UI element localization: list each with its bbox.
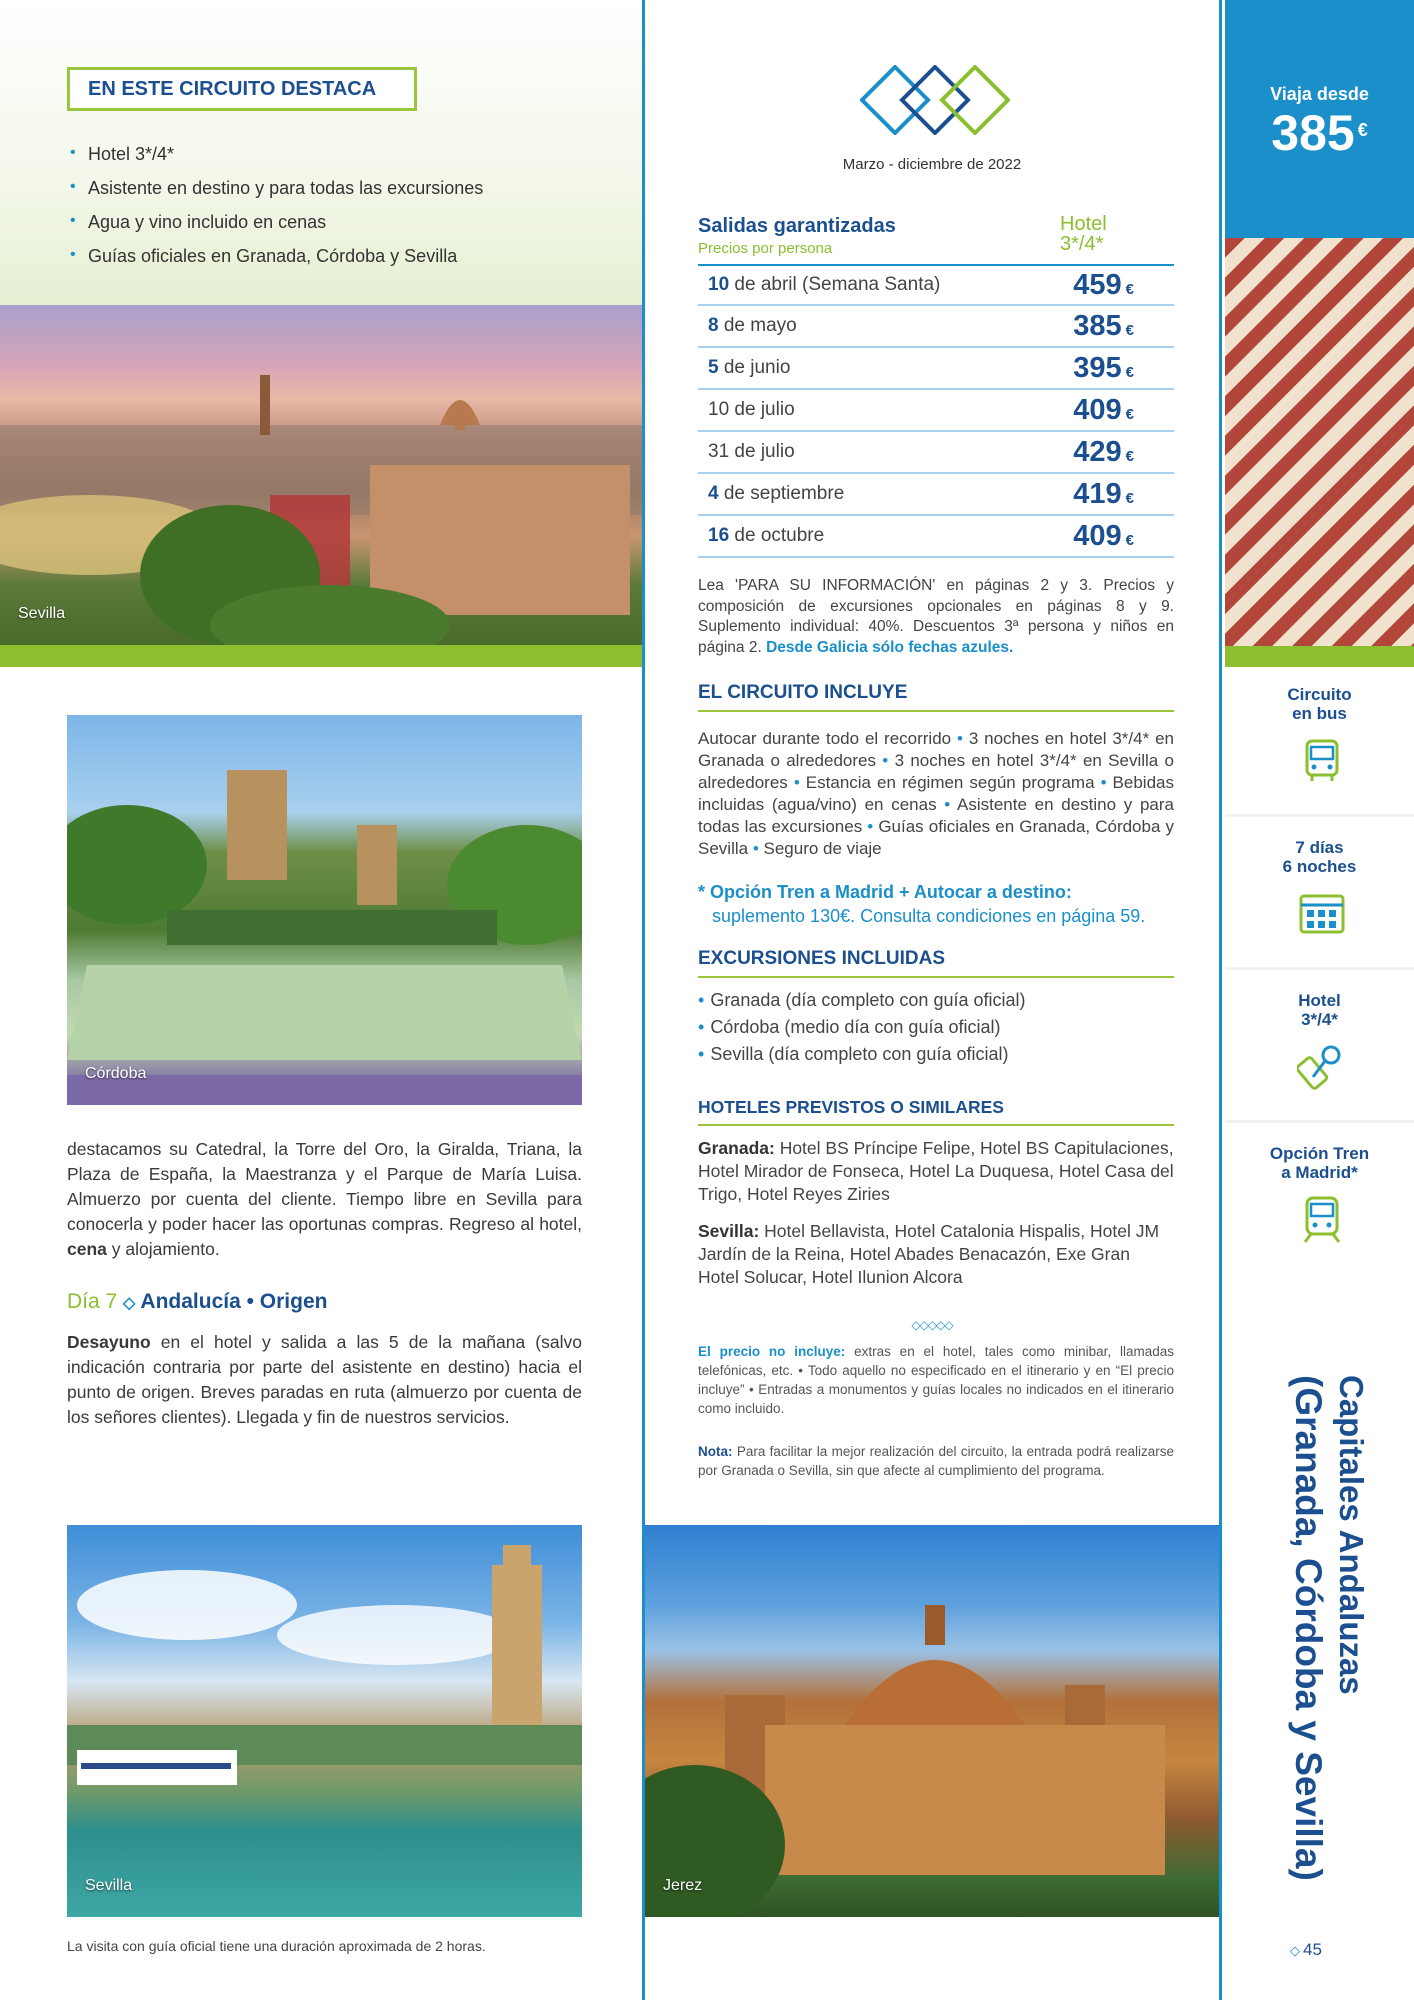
photo-caption: Sevilla — [18, 605, 66, 622]
photo-caption: Jerez — [663, 1877, 703, 1894]
departure-date: 10 de julio — [708, 399, 795, 420]
highlight-item: • Hotel 3*/4* — [70, 144, 483, 165]
price-row — [698, 306, 1174, 348]
note-label: Nota: — [698, 1444, 733, 1459]
feature-hotel — [1225, 973, 1414, 1123]
mezquita-arches-photo — [1225, 238, 1414, 646]
highlights-heading: EN ESTE CIRCUITO DESTACA — [67, 67, 417, 111]
excursions-heading: EXCURSIONES INCLUIDAS — [698, 948, 1174, 978]
departure-date: 31 de julio — [708, 441, 795, 462]
info-highlight: Desde Galicia sólo fechas azules. — [766, 638, 1014, 656]
highlights-list — [70, 144, 483, 280]
diamonds-logo-icon — [860, 65, 1010, 135]
sevilla-river-photo — [67, 1525, 582, 1917]
note-text: Para facilitar la mejor realización del circuito, la entrada podrá realizarse por Granada o Sevilla, sin que afecte al cumplimiento del programa. — [698, 1444, 1174, 1478]
include-item: Autocar durante todo el recorrido — [698, 729, 952, 748]
day6-continued-paragraph — [67, 1137, 582, 1262]
paragraph-text: y alojamiento. — [106, 1239, 220, 1259]
feature-duration — [1225, 820, 1414, 970]
highlight-item: • Agua y vino incluido en cenas — [70, 212, 483, 233]
train-note-title: * Opción Tren a Madrid + Autocar a destino: — [698, 882, 1072, 902]
highlights-panel — [0, 0, 642, 305]
departure-date: 10 de abril (Semana Santa) — [708, 274, 941, 295]
sevilla-skyline-illustration — [0, 305, 642, 645]
departure-price: 395 € — [1073, 351, 1134, 384]
departure-price: 429 € — [1073, 435, 1134, 468]
train-icon — [1297, 1194, 1347, 1244]
diamond-divider-icon: ◇◇◇◇◇ — [911, 1318, 953, 1332]
hotel-list: Hotel Bellavista, Hotel Catalonia Hispalis, Hotel JM Jardín de la Reina, Hotel Abades Benacazón, Exe Gran Hotel Solucar, Hotel Ilunion Alcora — [698, 1221, 1160, 1287]
info-paragraph — [698, 576, 1174, 658]
from-price-box — [1225, 0, 1414, 238]
feature-label: Circuito en bus — [1287, 685, 1352, 723]
include-item: 3 noches en hotel 3*/4* en Granada o alrededores — [698, 729, 1174, 770]
trip-details-column — [642, 0, 1222, 2000]
train-note-sub: suplemento 130€. Consulta condiciones en página 59. — [712, 906, 1146, 926]
price-row — [698, 264, 1174, 306]
departures-subtitle: Precios por persona — [698, 240, 833, 257]
price-excludes-note — [698, 1342, 1174, 1418]
excursions-list — [698, 990, 1026, 1071]
jerez-cathedral-photo — [645, 1525, 1219, 1917]
calendar-icon — [1297, 888, 1347, 938]
sevilla-skyline-photo — [0, 305, 642, 645]
feature-train — [1225, 1126, 1414, 1276]
departure-price: 419 € — [1073, 477, 1134, 510]
price-row — [698, 432, 1174, 474]
green-divider-band — [0, 645, 642, 667]
departure-date: 4 de septiembre — [708, 483, 845, 504]
sevilla-hotels — [698, 1220, 1174, 1289]
sevilla-river-illustration — [67, 1525, 582, 1917]
highlight-item: • Asistente en destino y para todas las excursiones — [70, 178, 483, 199]
price-row — [698, 390, 1174, 432]
include-item: Bebidas incluidas (agua/vino) en cenas — [698, 773, 1174, 814]
circuit-title-rotated — [1286, 1375, 1372, 1920]
day7-paragraph — [67, 1330, 582, 1430]
paragraph-bold: Desayuno — [67, 1332, 151, 1352]
includes-text: Autocar durante todo el recorrido • 3 noches en hotel 3*/4* en Granada o alrededores • 3 noches en hotel 3*/4* en Sevilla o alrededores • Estancia en régimen según programa • Bebidas incluidas (agua/vino) en cenas • Asistente en destino y para todas las excursiones • Guías oficiales en Granada, Córdoba y Sevilla • Seguro de viaje — [698, 729, 1175, 858]
diamond-icon: ◇ — [123, 1295, 136, 1312]
excursion-item: • Córdoba (medio día con guía oficial) — [698, 1017, 1001, 1037]
hotel-list: Hotel BS Príncipe Felipe, Hotel BS Capitulaciones, Hotel Mirador de Fonseca, Hotel La Duquesa, Hotel Casa del Trigo, Hotel Reyes Ziries — [698, 1138, 1174, 1204]
departure-date: 16 de octubre — [708, 525, 825, 546]
circuit-title-line1: Capitales Andaluzas — [1333, 1375, 1370, 1695]
photo-caption: Córdoba — [85, 1065, 147, 1082]
day7-title — [67, 1290, 327, 1314]
include-item: 3 noches en hotel 3*/4* en Sevilla o alrededores — [698, 751, 1175, 792]
departure-price: 409 € — [1073, 393, 1134, 426]
key-icon — [1297, 1041, 1347, 1091]
hotel-column-header — [1060, 214, 1107, 254]
price-row — [698, 348, 1174, 390]
from-price-label: Viaja desde — [1270, 84, 1369, 104]
cordoba-garden-illustration — [67, 715, 582, 1105]
page-number-value: 45 — [1303, 1940, 1322, 1959]
circuit-title-line2: (Granada, Córdoba y Sevilla) — [1288, 1375, 1329, 1881]
price-row — [698, 474, 1174, 516]
jerez-cathedral-illustration — [645, 1525, 1219, 1917]
note-label: El precio no incluye: — [698, 1344, 846, 1359]
excursion-item: • Sevilla (día completo con guía oficial) — [698, 1044, 1009, 1064]
paragraph-bold: cena — [67, 1239, 107, 1259]
city-label: Granada: — [698, 1138, 775, 1158]
price-row — [698, 516, 1174, 558]
include-item: Guías oficiales en Granada, Córdoba y Sevilla — [698, 817, 1175, 858]
includes-heading: EL CIRCUITO INCLUYE — [698, 682, 1174, 712]
feature-label: Hotel 3*/4* — [1298, 991, 1341, 1029]
departure-price: 409 € — [1073, 519, 1134, 552]
hotels-heading: HOTELES PREVISTOS O SIMILARES — [698, 1097, 1174, 1126]
departure-date: 5 de junio — [708, 357, 791, 378]
departure-price: 385 € — [1073, 309, 1134, 342]
feature-label: Opción Tren a Madrid* — [1269, 1144, 1370, 1182]
season-dates: Marzo - diciembre de 2022 — [842, 156, 1022, 173]
circuit-title — [1252, 1375, 1372, 1920]
hotel-col-line: Hotel — [1060, 213, 1107, 235]
granada-hotels — [698, 1137, 1174, 1206]
cordoba-garden-photo — [67, 715, 582, 1105]
bus-icon — [1297, 735, 1347, 785]
page-number — [1290, 1940, 1322, 1960]
departure-price: 459 € — [1073, 268, 1134, 301]
include-item: Estancia en régimen según programa — [805, 773, 1095, 792]
excursion-item: • Granada (día completo con guía oficial) — [698, 990, 1026, 1010]
info-text: Lea 'PARA SU INFORMACIÓN' en páginas 2 y 3. Precios y composición de excursiones opcionales en páginas 8 y 9. Suplemento individual: 40%. Descuentos 3ª persona y niños en página 2. — [698, 577, 1174, 656]
day-number: Día 7 — [67, 1290, 118, 1313]
from-price-value: 385 € — [1271, 105, 1368, 161]
paragraph-text: en el hotel y salida a las 5 de la mañana (salvo indicación contraria por parte del asistente en destino) hacia el punto de origen. Breves paradas en ruta (almuerzo por cuenta de los señores clientes). Llegada y fin de nuestros servicios. — [67, 1332, 582, 1427]
departure-date: 8 de mayo — [708, 315, 797, 336]
day-route: Andalucía • Origen — [140, 1290, 328, 1313]
include-item: Asistente en destino y para todas las excursiones — [698, 795, 1174, 836]
feature-label: 7 días 6 noches — [1282, 838, 1357, 876]
general-note — [698, 1442, 1174, 1480]
include-item: Seguro de viaje — [763, 839, 882, 858]
highlight-item: • Guías oficiales en Granada, Córdoba y Sevilla — [70, 246, 483, 267]
photo-caption: Sevilla — [85, 1877, 133, 1894]
departures-price-table — [698, 264, 1174, 558]
departures-title: Salidas garantizadas — [698, 215, 896, 237]
feature-bus — [1225, 667, 1414, 817]
paragraph-text: destacamos su Catedral, la Torre del Oro, la Giralda, Triana, la Plaza de España, la Maestranza y el Parque de María Luisa. Almuerzo por cuenta del cliente. Tiempo libre en Sevilla para conocerla y poder hacer las oportunas compras. Regreso al hotel, — [67, 1139, 582, 1234]
hotel-col-line: 3*/4* — [1060, 233, 1104, 255]
note-text: extras en el hotel, tales como minibar, llamadas telefónicas, etc. • Todo aquello no especificado en el itinerario y en “El precio incluye” • Entradas a monumentos y guías locales no indicados en el itinerario como incluido. — [698, 1344, 1175, 1416]
diamond-icon: ◇ — [1290, 1943, 1300, 1958]
guide-duration-footnote: La visita con guía oficial tiene una duración aproximada de 2 horas. — [67, 1938, 486, 1954]
train-option-note — [698, 880, 1174, 928]
city-label: Sevilla: — [698, 1221, 760, 1241]
green-divider-band — [1225, 646, 1414, 667]
